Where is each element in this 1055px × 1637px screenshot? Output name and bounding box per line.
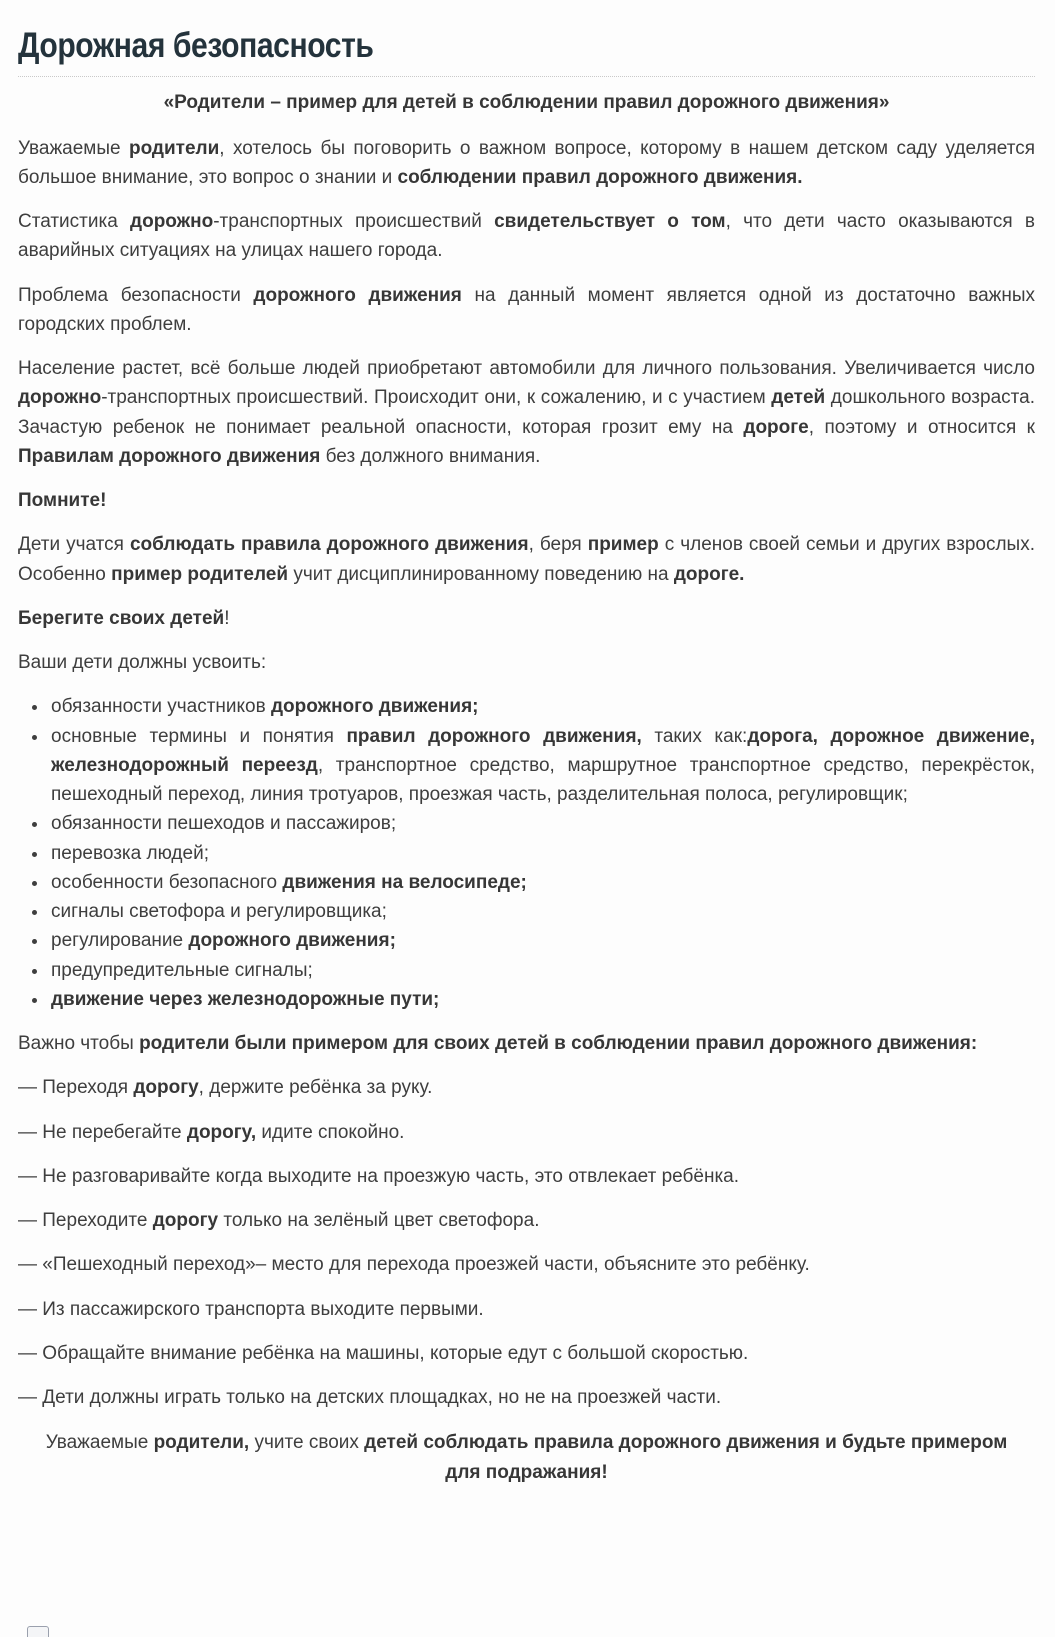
text: перевозка людей;: [51, 842, 209, 864]
text: — Дети должны играть только на детских площадках, но не на проезжей части.: [18, 1387, 722, 1408]
intro-paragraph: [18, 134, 1035, 193]
bold-text: дорогу: [133, 1077, 199, 1099]
text: Население растет, всё больше людей приобретают автомобили для личного пользования. Увеличивается число: [18, 358, 1035, 379]
text: -транспортных происшествий: [213, 211, 495, 232]
bold-text: движение через железнодорожные пути;: [51, 988, 440, 1010]
bold-text: родители были примером для своих детей в соблюдении правил дорожного движения:: [139, 1033, 978, 1054]
example-paragraph: [18, 530, 1035, 589]
list-item: [49, 985, 1035, 1014]
list-item: [49, 897, 1035, 926]
text: Ваши дети должны усвоить:: [18, 652, 267, 673]
text: сигналы светофора и регулировщика;: [51, 901, 387, 922]
text: !: [224, 607, 230, 629]
text: , поэтому и относится к: [808, 416, 1035, 438]
text: — Из пассажирского транспорта выходите первыми.: [18, 1298, 484, 1320]
bold-text: свидетельствует о том: [494, 211, 726, 232]
text: с членов своей семьи и других взрослых. Особенно: [18, 534, 1035, 585]
text: обязанности участников: [51, 696, 271, 718]
list-item: [49, 926, 1035, 955]
article-subtitle: [18, 89, 1035, 118]
text: только на зелёный цвет светофора.: [218, 1210, 540, 1231]
statistics-paragraph: [18, 207, 1035, 266]
article-blocks: [18, 134, 1035, 1487]
text: обязанности пешеходов и пассажиров;: [51, 813, 397, 835]
rule-paragraph: [18, 1295, 1035, 1324]
text: учите своих: [249, 1432, 365, 1454]
bold-text: детей соблюдать правила дорожного движения и будьте примером для подражания!: [364, 1432, 1008, 1483]
remember-heading: [18, 486, 1035, 515]
bold-text: Берегите своих детей: [18, 607, 225, 629]
bold-text: правил дорожного движения,: [346, 725, 642, 747]
bold-text: дороге.: [673, 563, 745, 585]
bold-text: дорожного движения;: [188, 930, 396, 952]
list-item: [49, 692, 1035, 721]
text: на данный момент является одной из достаточно важных городских проблем.: [18, 284, 1035, 335]
list-item: [49, 956, 1035, 985]
bold-text: дорогу: [152, 1210, 219, 1231]
bold-text: Помните!: [18, 490, 107, 511]
rule-paragraph: [18, 1339, 1035, 1368]
text: — Обращайте внимание ребёнка на машины, которые едут с большой скоростью.: [18, 1342, 749, 1364]
title-divider: [18, 76, 1035, 77]
list-item: [49, 809, 1035, 838]
bold-text: Правилам дорожного движения: [18, 445, 321, 467]
text: , держите ребёнка за руку.: [198, 1077, 433, 1099]
text: , транспортное средство, маршрутное транспортное средство, перекрёсток, пешеходный переход, линия тротуаров, проезжая часть, разделительная полоса, регулировщик;: [51, 754, 1035, 805]
text: Проблема безопасности: [18, 284, 254, 306]
text: идите спокойно.: [256, 1121, 405, 1143]
text: Важно чтобы: [18, 1033, 140, 1054]
text: регулирование: [51, 930, 189, 952]
text: без должного внимания.: [320, 445, 541, 467]
bold-text: пример: [587, 534, 659, 556]
text: Дети учатся: [18, 534, 130, 556]
bold-text: «Родители – пример для детей в соблюдении правил дорожного движения»: [163, 92, 890, 113]
rule-paragraph: [18, 1118, 1035, 1147]
bold-text: дорожно: [18, 387, 102, 409]
bold-text: дорожного движения;: [270, 696, 479, 718]
text: , что дети часто оказываются в аварийных ситуациях на улицах нашего города.: [18, 211, 1036, 262]
text: предупредительные сигналы;: [51, 959, 313, 981]
bold-text: соблюдать правила дорожного движения: [129, 534, 529, 556]
text: -транспортных происшествий. Происходит они, к сожалению, и с участием: [101, 387, 772, 409]
page-title: Дорожная безопасность: [18, 26, 374, 65]
bold-text: соблюдении правил дорожного движения.: [397, 166, 803, 188]
protect-heading: [18, 604, 1035, 633]
bold-text: дороге: [743, 416, 809, 438]
important-paragraph: [18, 1029, 1035, 1058]
population-paragraph: [18, 354, 1035, 471]
list-item: [49, 722, 1035, 810]
bold-text: дорога, дорожное движение, железнодорожный переезд: [51, 725, 1036, 776]
text: учит дисциплинированному поведению на: [288, 563, 674, 585]
text: дошкольного возраста. Зачастую ребенок не понимает реальной опасности, которая грозит ему на: [18, 387, 1035, 438]
text: особенности безопасного: [51, 871, 283, 893]
bold-text: дорожного движения: [253, 284, 462, 306]
article-body: [18, 89, 1035, 1487]
text: — Не перебегайте: [18, 1121, 187, 1143]
list-item: [49, 868, 1035, 897]
list-item: [49, 839, 1035, 868]
rule-paragraph: [18, 1250, 1035, 1279]
bold-text: пример родителей: [111, 563, 289, 585]
text: , хотелось бы поговорить о важном вопросе, которому в нашем детском саду уделяется большое внимание, это вопрос о знании и: [18, 137, 1036, 188]
text: — «Пешеходный переход»– место для перехода проезжей части, объясните это ребёнку.: [18, 1254, 810, 1276]
text: основные термины и понятия: [51, 725, 347, 747]
rule-paragraph: [18, 1383, 1035, 1412]
bold-text: движения на велосипеде;: [282, 871, 527, 893]
text: таких как:: [641, 725, 748, 747]
text: Уважаемые: [45, 1432, 154, 1454]
rule-paragraph: [18, 1073, 1035, 1102]
text: — Не разговаривайте когда выходите на проезжую часть, это отвлекает ребёнка.: [18, 1165, 740, 1187]
rule-paragraph: [18, 1206, 1035, 1235]
bold-text: родители: [128, 137, 220, 159]
bold-text: дорогу,: [186, 1121, 257, 1143]
learn-intro-paragraph: [18, 648, 1035, 677]
broken-image-icon: [27, 1626, 49, 1637]
closing-paragraph: [28, 1428, 1025, 1487]
text: , беря: [528, 534, 588, 556]
text: — Переходите: [18, 1210, 153, 1231]
bold-text: родители,: [153, 1432, 250, 1454]
text: Статистика: [18, 211, 131, 232]
text: — Переходя: [18, 1077, 134, 1099]
bold-text: детей: [771, 387, 826, 409]
learn-list: [18, 692, 1035, 1014]
text: Уважаемые: [18, 137, 129, 159]
bold-text: дорожно: [130, 211, 214, 232]
problem-paragraph: [18, 281, 1035, 340]
rule-paragraph: [18, 1162, 1035, 1191]
